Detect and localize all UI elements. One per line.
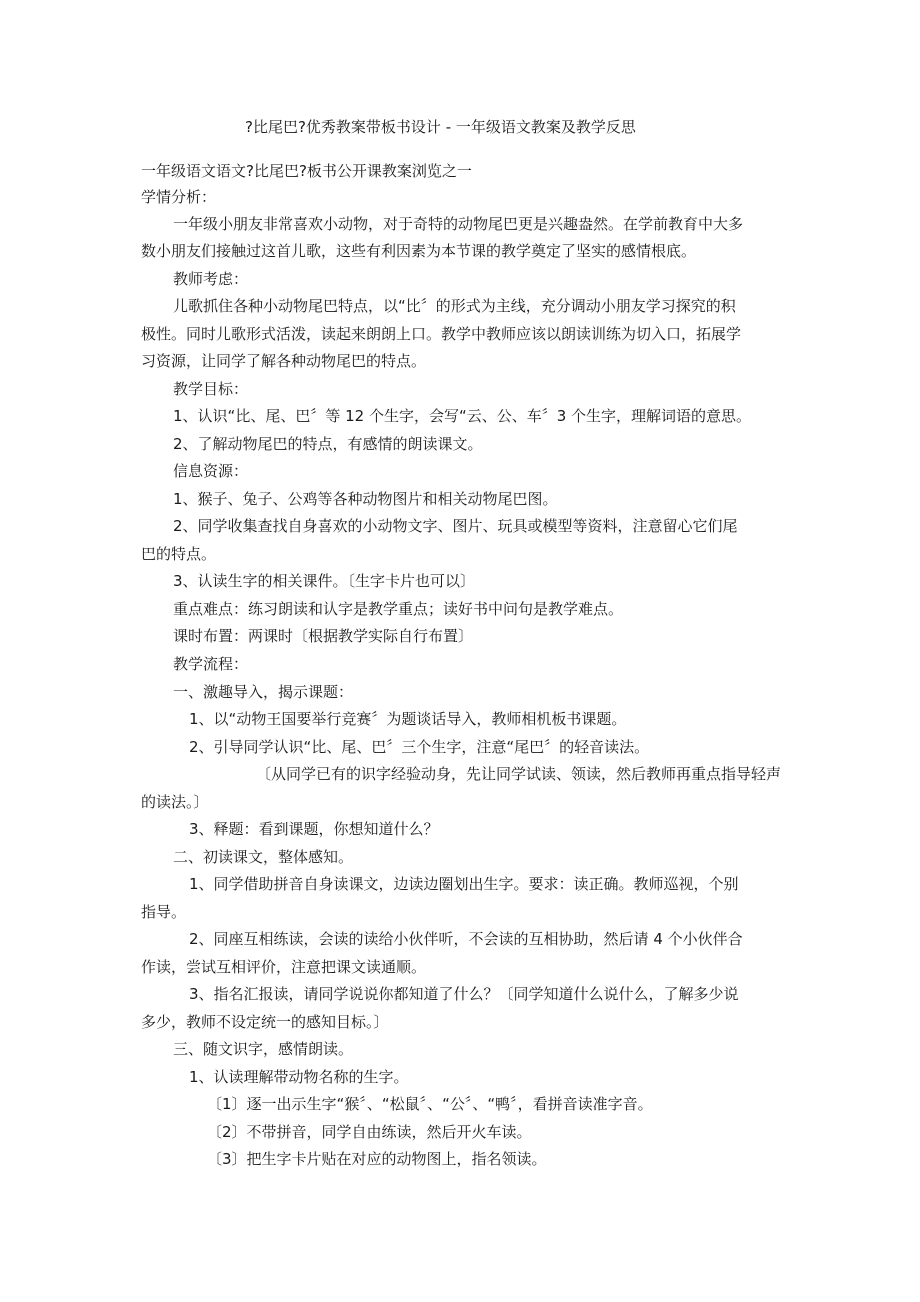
text-line: 3、释题：看到课题，你想知道什么？ [189, 820, 439, 838]
text-line: 〔1〕逐一出示生字“猴〞、“松鼠〞、“公〞、“鸭〞，看拼音读准字音。 [207, 1095, 653, 1113]
text-line: 〔3〕把生字卡片贴在对应的动物图上，指名领读。 [207, 1150, 547, 1168]
text-line: 2、了解动物尾巴的特点，有感情的朗读课文。 [173, 435, 483, 453]
text-line: 重点难点：练习朗读和认字是教学重点；读好书中问句是教学难点。 [173, 600, 624, 618]
text-line: 习资源，让同学了解各种动物尾巴的特点。 [141, 352, 427, 370]
text-line: 3、指名汇报读，请同学说说你都知道了什么？〔同学知道什么说什么，了解多少说 [189, 985, 739, 1003]
text-line: 〔从同学已有的识字经验动身，先让同学试读、领读，然后教师再重点指导轻声 [256, 765, 782, 783]
text-line: 课时布置：两课时〔根据教学实际自行布置〕 [173, 627, 474, 645]
text-line: 的读法。〕 [141, 793, 209, 811]
text-line: 学情分析： [141, 188, 217, 206]
text-line: 1、认读理解带动物名称的生字。 [189, 1068, 409, 1086]
text-line: 极性。同时儿歌形式活泼，读起来朗朗上口。教学中教师应该以朗读训练为切入口，拓展学 [141, 325, 742, 343]
text-line: 2、引导同学认识“比、尾、巴〞三个生字，注意“尾巴〞的轻音读法。 [189, 738, 650, 756]
text-line: 〔2〕不带拼音，同学自由练读，然后开火车读。 [207, 1123, 532, 1141]
text-line: 一、激趣导入，揭示课题： [173, 683, 354, 701]
text-line: 教学目标： [173, 380, 249, 398]
text-line: 多少，教师不设定统一的感知目标。〕 [141, 1013, 389, 1031]
text-line: 2、同学收集查找自身喜欢的小动物文字、图片、玩具或模型等资料，注意留心它们尾 [173, 517, 738, 535]
text-line: 1、猴子、兔子、公鸡等各种动物图片和相关动物尾巴图。 [173, 490, 558, 508]
text-line: 教学流程： [173, 655, 249, 673]
text-line: 巴的特点。 [141, 545, 217, 563]
text-line: 1、以“动物王国要举行竞赛〞为题谈话导入，教师相机板书课题。 [189, 710, 627, 728]
text-line: 一年级语文语文?比尾巴?板书公开课教案浏览之一 [141, 162, 472, 180]
text-line: 教师考虑： [173, 270, 249, 288]
document-title: ?比尾巴?优秀教案带板书设计 - 一年级语文教案及教学反思 [245, 118, 636, 136]
text-line: 1、认识“比、尾、巴〞等 12 个生字，会写“云、公、车〞3 个生字，理解词语的意思。 [173, 407, 752, 425]
text-line: 数小朋友们接触过这首儿歌，这些有利因素为本节课的教学奠定了坚实的感情根底。 [141, 242, 697, 260]
text-line: 儿歌抓住各种小动物尾巴特点，以“比〞的形式为主线，充分调动小朋友学习探究的积 [173, 297, 736, 315]
text-line: 信息资源： [173, 462, 249, 480]
text-line: 二、初读课文，整体感知。 [173, 848, 354, 866]
text-line: 2、同座互相练读，会读的读给小伙伴听，不会读的互相协助，然后请 4 个小伙伴合 [189, 930, 743, 948]
text-line: 作读，尝试互相评价，注意把课文读通顺。 [141, 958, 427, 976]
text-line: 3、认读生字的相关课件。〔生字卡片也可以〕 [173, 572, 476, 590]
text-line: 1、同学借助拼音自身读课文，边读边圈划出生字。要求：读正确。教师巡视，个别 [189, 875, 739, 893]
text-line: 一年级小朋友非常喜欢小动物，对于奇特的动物尾巴更是兴趣盎然。在学前教育中大多 [173, 215, 744, 233]
text-line: 指导。 [141, 903, 187, 921]
text-line: 三、随文识字，感情朗读。 [173, 1040, 354, 1058]
